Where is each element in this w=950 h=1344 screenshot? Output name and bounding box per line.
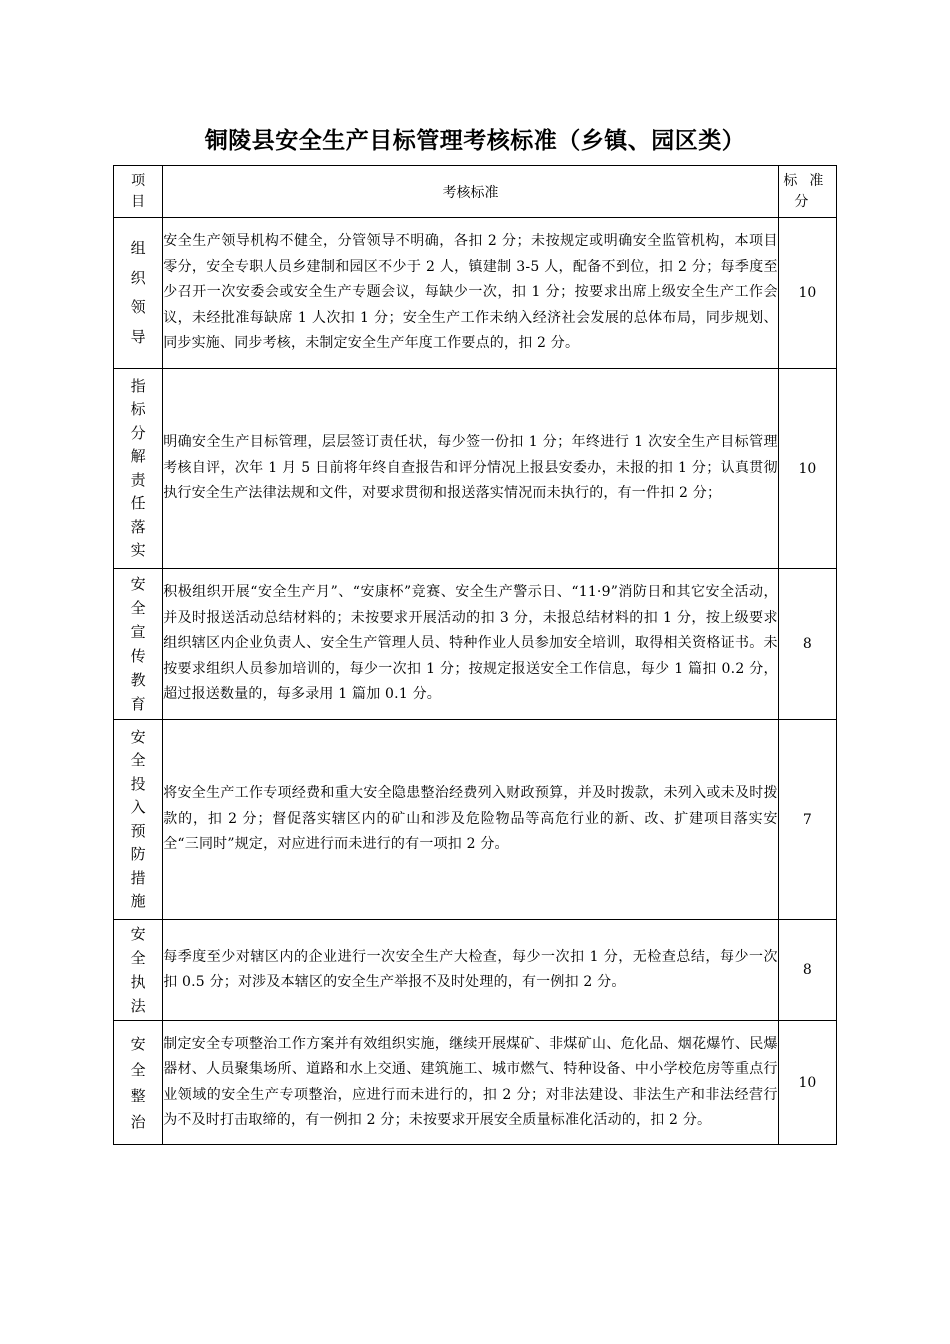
- item-cell: [114, 569, 163, 720]
- item-cell: [114, 1021, 163, 1145]
- item-char: 安: [130, 1034, 146, 1053]
- item-char: 全: [130, 949, 146, 967]
- criteria-cell: 将安全生产工作专项经费和重大安全隐患整治经费列入财政预算，并及时拨款，未列入或未及时拨款的，扣 2 分；督促落实辖区内的矿山和涉及危险物品等高危行业的新、改、扩建项目落实安全“三同时”规定，对应进行而未进行的有一项扣 2 分。: [163, 720, 779, 920]
- assessment-table: [113, 165, 837, 1145]
- header-score: 标准分: [778, 166, 836, 218]
- header-item-char: 目: [131, 193, 146, 210]
- item-char: 执: [130, 973, 146, 991]
- item-char: 治: [130, 1112, 146, 1131]
- item-char: 育: [130, 695, 146, 713]
- item-char: 法: [130, 997, 146, 1015]
- item-char: 指: [130, 376, 146, 395]
- item-char: 施: [130, 892, 146, 910]
- item-char: 安: [130, 575, 146, 593]
- header-item-char: 项: [131, 172, 146, 189]
- item-cell: [114, 920, 163, 1021]
- item-char: 责: [130, 470, 146, 489]
- table-row: [114, 720, 837, 920]
- item-char: 全: [130, 751, 146, 769]
- criteria-cell: 积极组织开展“安全生产月”、“安康杯”竞赛、安全生产警示日、“11·9”消防日和其它安全活动，并及时报送活动总结材料的；未按要求开展活动的扣 3 分，未报总结材料的扣 1 分，按上级要求组织辖区内企业负责人、安全生产管理人员、特种作业人员参加安全培训，取得相关资格证书。未按要求组织人员参加培训的，每少一次扣 1 分；按规定报送安全工作信息，每少 1 篇扣 0.2 分，超过报送数量的，每多录用 1 篇加 0.1 分。: [163, 569, 779, 720]
- table-row: [114, 920, 837, 1021]
- item-char: 全: [130, 1060, 146, 1079]
- item-char: 传: [130, 647, 146, 665]
- score-cell: 8: [778, 920, 836, 1021]
- item-char: 安: [130, 727, 146, 746]
- item-cell: [114, 720, 163, 920]
- table-row: [114, 369, 837, 569]
- header-row: [114, 166, 837, 218]
- item-char: 分: [130, 423, 146, 442]
- item-char: 领: [130, 298, 146, 316]
- score-cell: 8: [778, 569, 836, 720]
- item-char: 全: [130, 599, 146, 617]
- criteria-cell: 明确安全生产目标管理，层层签订责任状，每少签一份扣 1 分；年终进行 1 次安全生产目标管理考核自评，次年 1 月 5 日前将年终自查报告和评分情况上报县安委办，未报的扣 1 分；认真贯彻执行安全生产法律法规和文件，对要求贯彻和报送落实情况而未执行的，有一件扣 2 分；: [163, 369, 779, 569]
- item-char: 标: [130, 400, 146, 418]
- item-char: 安: [130, 925, 146, 943]
- item-char: 措: [130, 868, 146, 887]
- score-cell: 7: [778, 720, 836, 920]
- item-char: 组: [130, 239, 146, 257]
- item-char: 入: [130, 798, 146, 816]
- score-cell: 10: [778, 1021, 836, 1145]
- item-char: 宣: [130, 623, 146, 641]
- item-char: 解: [130, 447, 146, 465]
- score-cell: 10: [778, 369, 836, 569]
- item-char: 防: [130, 845, 146, 863]
- table-row: [114, 569, 837, 720]
- item-cell: [114, 218, 163, 369]
- item-char: 整: [130, 1086, 146, 1105]
- item-char: 导: [130, 327, 146, 346]
- item-char: 预: [130, 821, 146, 840]
- criteria-cell: 制定安全专项整治工作方案并有效组织实施，继续开展煤矿、非煤矿山、危化品、烟花爆竹、民爆器材、人员聚集场所、道路和水上交通、建筑施工、城市燃气、特种设备、中小学校危房等重点行业领域的安全生产专项整治，应进行而未进行的，扣 2 分；对非法建设、非法生产和非法经营行为不及时打击取缔的，有一例扣 2 分；未按要求开展安全质量标准化活动的，扣 2 分。: [163, 1021, 779, 1145]
- item-char: 任: [130, 494, 146, 512]
- header-criteria: 考核标准: [163, 166, 779, 218]
- page-title: 铜陵县安全生产目标管理考核标准（乡镇、园区类）: [204, 128, 746, 154]
- criteria-cell: 每季度至少对辖区内的企业进行一次安全生产大检查，每少一次扣 1 分，无检查总结，每少一次扣 0.5 分；对涉及本辖区的安全生产举报不及时处理的，有一例扣 2 分。: [163, 920, 779, 1021]
- item-char: 投: [130, 774, 146, 793]
- item-char: 实: [130, 541, 146, 559]
- table-row: [114, 1021, 837, 1145]
- item-char: 织: [130, 268, 146, 287]
- score-cell: 10: [778, 218, 836, 369]
- item-char: 教: [130, 671, 146, 689]
- item-cell: [114, 369, 163, 569]
- table-row: [114, 218, 837, 369]
- item-char: 落: [130, 517, 146, 536]
- criteria-cell: 安全生产领导机构不健全，分管领导不明确，各扣 2 分；未按规定或明确安全监管机构，本项目零分，安全专职人员乡建制和园区不少于 2 人，镇建制 3-5 人，配备不到位，扣 2 分；每季度至少召开一次安委会或安全生产专题会议，每缺少一次，扣 1 分；按要求出席上级安全生产工作会议，未经批准每缺席 1 人次扣 1 分；安全生产工作未纳入经济社会发展的总体布局，同步规划、同步实施、同步考核，未制定安全生产年度工作要点的，扣 2 分。: [163, 218, 779, 369]
- header-item: [114, 166, 163, 218]
